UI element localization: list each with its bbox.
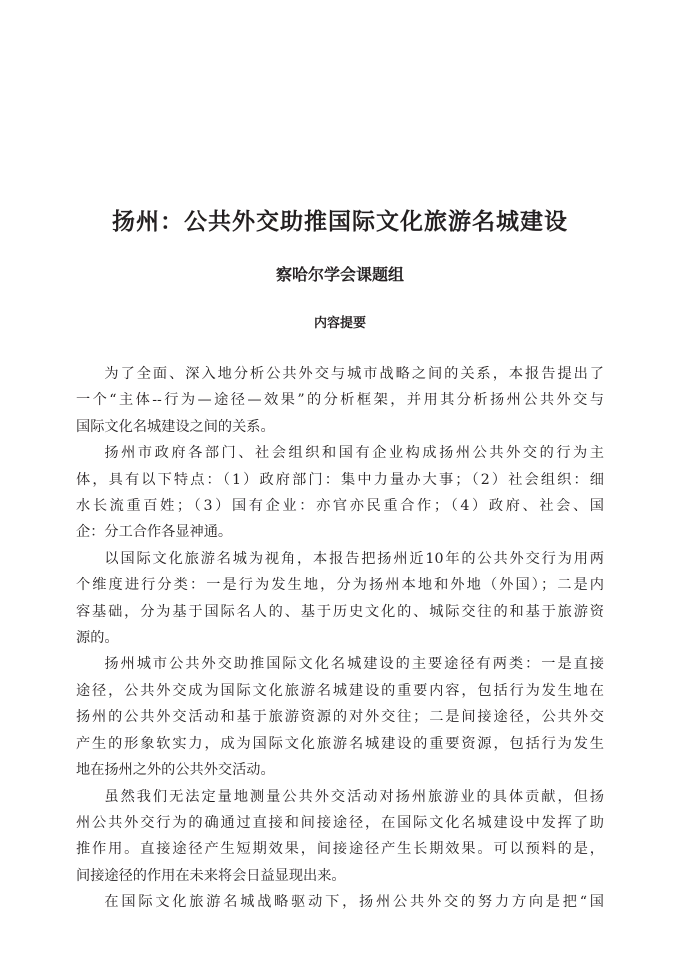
text-line: 水长流重百姓；（3）国有企业：亦官亦民重合作；（4）政府、社会、国 [76, 498, 604, 515]
text-line: 间接途径的作用在未来将会日益显现出来。 [76, 867, 346, 884]
text-line: 为了全面、深入地分析公共外交与城市战略之间的关系，本报告提出了 [104, 366, 604, 382]
text-line: 地在扬州之外的公共外交活动。 [76, 762, 275, 779]
paragraph-3 [76, 546, 604, 652]
text-line: 源的。 [76, 630, 119, 647]
text-line: 扬州城市公共外交助推国际文化名城建设的主要途径有两类：一是直接 [104, 656, 604, 673]
paragraph-6 [76, 889, 604, 915]
paragraph-5 [76, 784, 604, 890]
text-line: 虽然我们无法定量地测量公共外交活动对扬州旅游业的具体贡献，但扬 [104, 788, 604, 805]
text-line: 体，具有以下特点：（1）政府部门：集中力量办大事；（2）社会组织：细 [76, 471, 604, 488]
text-line: 国际文化名城建设之间的关系。 [76, 418, 275, 435]
paragraph-2 [76, 440, 604, 546]
document-title: 扬州：公共外交助推国际文化旅游名城建设 [112, 209, 568, 235]
document-author: 察哈尔学会课题组 [275, 265, 404, 284]
text-line: 企：分工合作各显神通。 [76, 524, 233, 541]
text-line: 产生的形象软实力，成为国际文化旅游名城建设的重要资源，包括行为发生 [76, 735, 604, 752]
text-line: 扬州的公共外交活动和基于旅游资源的对外交往；二是间接途径，公共外交 [76, 709, 604, 726]
text-line: 个维度进行分类：一是行为发生地，分为扬州本地和外地（外国）；二是内 [76, 577, 604, 594]
text-line: 一个“主体--行为—途径—效果”的分析框架，并用其分析扬州公共外交与 [76, 392, 604, 409]
paragraph-4 [76, 651, 604, 783]
text-line: 扬州市政府各部门、社会组织和国有企业构成扬州公共外交的行为主 [104, 445, 604, 462]
abstract-body [76, 361, 604, 916]
text-line: 容基础，分为基于国际名人的、基于历史文化的、城际交往的和基于旅游资 [76, 603, 604, 620]
text-line: 州公共外交行为的确通过直接和间接途径，在国际文化名城建设中发挥了助 [76, 814, 604, 831]
text-line: 推作用。直接途径产生短期效果，间接途径产生长期效果。可以预料的是， [76, 841, 604, 858]
text-line: 以国际文化旅游名城为视角，本报告把扬州近10年的公共外交行为用两 [104, 550, 604, 567]
abstract-heading: 内容提要 [313, 316, 366, 331]
text-line: 途径，公共外交成为国际文化旅游名城建设的重要内容，包括行为发生地在 [76, 682, 604, 699]
text-line: 在国际文化旅游名城战略驱动下，扬州公共外交的努力方向是把“国 [104, 894, 604, 911]
paragraph-1 [76, 361, 604, 440]
